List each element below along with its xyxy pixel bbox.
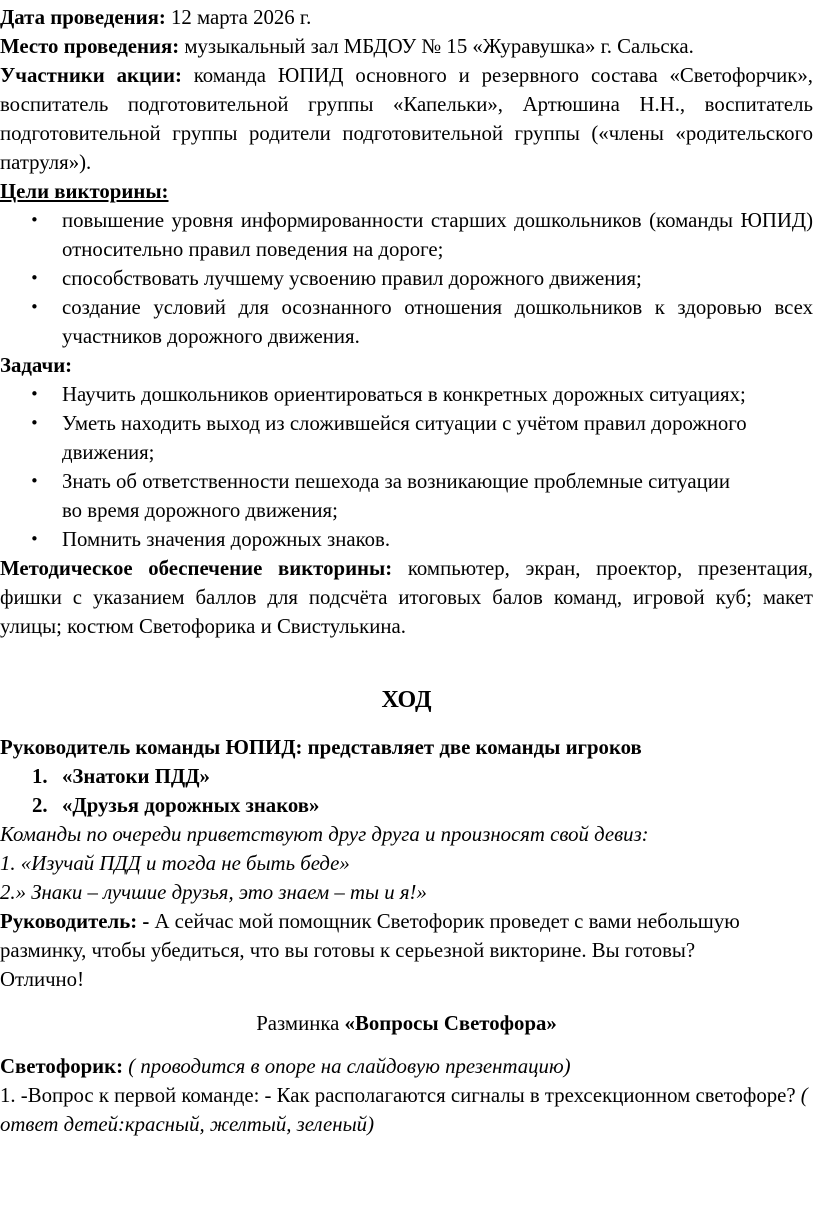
team-name: «Друзья дорожных знаков» [62,794,320,817]
document-page [0,3,813,1139]
question-1 [0,1081,813,1139]
svetoforik-label: Светофорик: [0,1055,124,1078]
participants-paragraph [0,61,813,177]
date-label: Дата проведения: [0,6,166,29]
leader-intro [0,733,813,762]
motto-1: 1. «Изучай ПДД и тогда не быть беде» [0,852,350,875]
date-value: 12 марта 2026 г. [165,6,312,29]
list-item: • создание условий для осознанного отношения дошкольников к здоровью всех участников дорожного движения. [0,293,813,351]
list-item: • повышение уровня информированности старших дошкольников (команды ЮПИД) относительно правил поведения на дороге; [0,206,813,264]
svetoforik-line [0,1052,813,1081]
list-item: • Знать об ответственности пешехода за возникающие проблемные ситуации во время дорожного движения; [0,467,813,525]
tasks-heading [0,351,813,380]
equipment-value: компьютер, экран, проектор, презентация, фишки с указанием баллов для подсчёта итоговых балов команд, игровой куб; макет улицы; костюм Светофорика и Свистулькина. [0,557,814,638]
place-value: музыкальный зал МБДОУ № 15 «Журавушка» г. Сальска. [179,35,694,58]
goals-list [0,206,813,351]
teams-list [0,762,813,820]
greeting-note: Команды по очереди приветствуют друг друга и произносят свой девиз: [0,823,649,846]
place-label: Место проведения: [0,35,180,58]
participants-value: команда ЮПИД основного и резервного состава «Светофорчик», воспитатель подготовительной группы «Капельки», Артюшина Н.Н., воспитатель подготовительной группы родители подготовительной группы («члены «родительского патруля»). [0,64,813,174]
team-name: «Знатоки ПДД» [62,765,210,788]
leader-text: А сейчас мой помощник Светофорик проведет с вами небольшую разминку, чтобы убедиться, что вы готовы к серьезной викторине. Вы готовы? Отлично! [0,910,740,991]
list-item [0,791,813,820]
warmup-title-text: «Вопросы Светофора» [344,1012,557,1035]
question-1-text: 1. -Вопрос к первой команде: - Как располагаются сигналы в трехсекционном светофоре? [0,1084,796,1107]
svetoforik-note: ( проводится в опоре на слайдовую презентацию) [123,1055,571,1078]
course-heading: ХОД [381,687,432,713]
answer-1: ( ответ детей:красный, желтый, зеленый) [0,1084,808,1136]
place-line [0,32,813,61]
participants-label: Участники акции: [0,64,182,87]
list-item [0,762,813,791]
warmup-title [0,1009,813,1038]
team-number: 2. [32,794,48,817]
equipment-label: Методическое обеспечение викторины: [0,557,393,580]
list-item: • Помнить значения дорожных знаков. [0,525,813,554]
date-line [0,3,813,32]
leader-intro-text: Руководитель команды ЮПИД: представляет две команды игроков [0,736,642,759]
equipment-paragraph [0,554,813,641]
leader-speech [0,907,813,994]
leader-label: Руководитель: - [0,910,150,933]
team-number: 1. [32,765,48,788]
list-item: • Научить дошкольников ориентироваться в конкретных дорожных ситуациях; [0,380,813,409]
motto-2: 2.» Знаки – лучшие друзья, это знаем – ты и я!» [0,881,427,904]
warmup-prefix: Разминка [256,1012,345,1035]
goals-heading-text: Цели викторины: [0,180,169,203]
tasks-list [0,380,813,554]
list-item: • способствовать лучшему усвоению правил дорожного движения; [0,264,813,293]
tasks-heading-text: Задачи: [0,354,73,377]
list-item: • Уметь находить выход из сложившейся ситуации с учётом правил дорожного движения; [0,409,813,467]
goals-heading [0,177,813,206]
